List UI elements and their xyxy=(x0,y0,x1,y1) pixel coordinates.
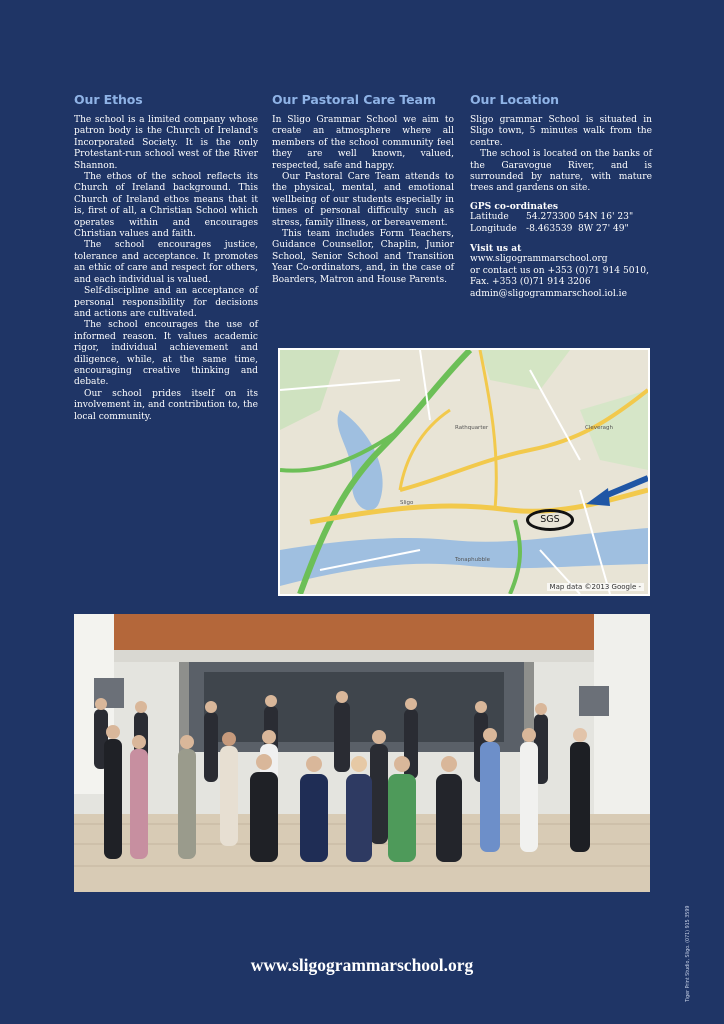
longitude-row xyxy=(470,224,652,235)
latitude-row xyxy=(470,212,652,223)
fax-line: Fax. +353 (0)71 914 3206 xyxy=(470,277,591,288)
pastoral-heading: Our Pastoral Care Team xyxy=(272,92,436,107)
email-link[interactable]: admin@sligogrammarschool.iol.ie xyxy=(470,288,627,299)
location-paragraph: The school is located on the banks of the Garavogue River, and is surrounded by nature, with mature trees and gardens on site. xyxy=(470,149,652,194)
map-place-label: Sligo xyxy=(400,500,414,506)
staff-photo-graphic xyxy=(74,614,650,892)
pastoral-paragraph: In Sligo Grammar School we aim to create an atmosphere where all members of the school community feel they are well known, valued, respected, safe and happy. xyxy=(272,115,454,171)
location-map xyxy=(278,348,650,596)
printer-credit: Tiger Print Studio, Sligo. (071) 915 3599 xyxy=(686,905,691,1002)
website-link[interactable]: www.sligogrammarschool.org xyxy=(470,254,608,265)
visit-heading: Visit us at xyxy=(470,243,522,255)
ethos-column xyxy=(74,92,258,423)
pastoral-paragraph: Our Pastoral Care Team attends to the physical, mental, and emotional wellbeing of our students especially in times of personal difficulty such as stress, family illness, or bereavement. xyxy=(272,172,454,228)
footer-website-url[interactable]: www.sligogrammarschool.org xyxy=(250,955,474,975)
ethos-heading: Our Ethos xyxy=(74,92,143,107)
sgs-marker: SGS xyxy=(526,509,574,531)
location-paragraph: Sligo grammar School is situated in Sligo town, 5 minutes walk from the centre. xyxy=(470,115,652,148)
staff-group-photo xyxy=(74,614,650,892)
map-place-label: Cleveragh xyxy=(585,425,613,431)
ethos-paragraph: The school encourages the use of informed reason. It values academic rigor, individual achievement and diligence, while, at the same time, encouraging creative thinking and debate. xyxy=(74,320,258,388)
map-credit: Map data ©2013 Google - xyxy=(547,583,644,591)
ethos-paragraph: The school is a limited company whose patron body is the Church of Ireland's Incorporated Society. It is the only Protestant-run school west of the River Shannon. xyxy=(74,115,258,171)
ethos-paragraph: The ethos of the school reflects its Church of Ireland background. This Church of Ireland ethos means that it is, first of all, a Christian School which operates within and encourages Christian values and faith. xyxy=(74,172,258,240)
ethos-paragraph: The school encourages justice, tolerance and acceptance. It promotes an ethic of care and respect for others, and each individual is valued. xyxy=(74,240,258,285)
location-heading: Our Location xyxy=(470,92,559,107)
pastoral-column xyxy=(272,92,454,286)
longitude-dms: 8W 27' 49" xyxy=(578,223,629,234)
location-column xyxy=(470,92,652,300)
pastoral-paragraph: This team includes Form Teachers, Guidance Counsellor, Chaplin, Junior School, Senior School and Transition Year Co-ordinators, and, in the case of Boarders, Matron and House Parents. xyxy=(272,229,454,285)
map-place-label: Tonaphubble xyxy=(455,557,491,563)
latitude-decimal: 54.273300 xyxy=(526,212,576,223)
longitude-label: Longitude xyxy=(470,223,517,234)
phone-line: or contact us on +353 (0)71 914 5010, xyxy=(470,265,649,276)
latitude-label: Latitude xyxy=(470,212,509,223)
ethos-paragraph: Our school prides itself on its involvement in, and contribution to, the local community. xyxy=(74,388,258,422)
longitude-decimal: -8.463539 xyxy=(526,223,573,234)
map-place-label: Rathquarter xyxy=(455,425,489,431)
gps-heading: GPS co-ordinates xyxy=(470,200,558,212)
ethos-paragraph: Self-discipline and an acceptance of personal responsibility for decisions and actions are cultivated. xyxy=(74,286,258,319)
latitude-dms: 54N 16' 23" xyxy=(578,212,634,223)
